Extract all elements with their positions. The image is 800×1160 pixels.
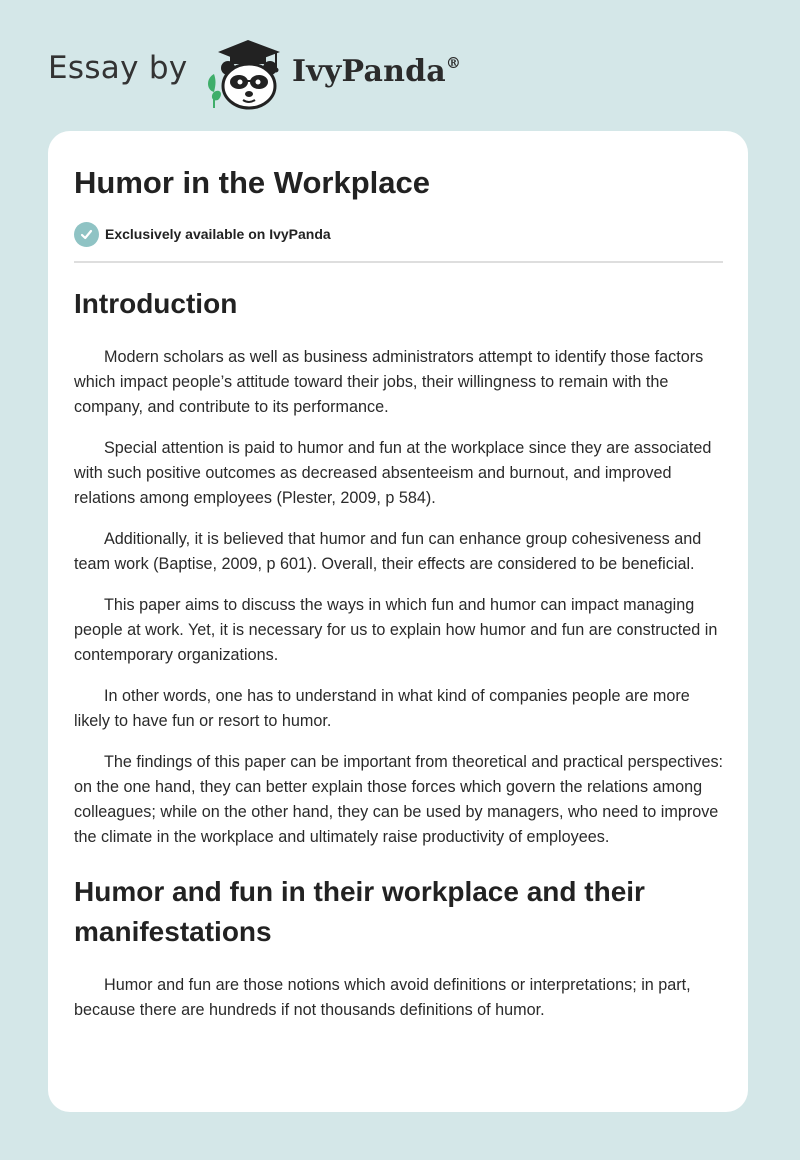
divider [74, 261, 723, 263]
panda-graduate-logo-icon[interactable] [200, 34, 290, 110]
paragraph: Humor and fun are those notions which avoid definitions or interpretations; in part, because there are hundreds if not thousands definitions of humor. [74, 976, 691, 1019]
registered-mark: ® [445, 54, 462, 72]
exclusive-label: Exclusively available on IvyPanda [105, 226, 331, 242]
paragraph: Special attention is paid to humor and fun at the workplace since they are associated with such positive outcomes as decreased absenteeism and burnout, and improved relations among employees (Plester, 2009, p 584). [74, 439, 712, 507]
leaf-icon [208, 74, 221, 108]
exclusive-badge [74, 221, 331, 247]
paragraph: Modern scholars as well as business administrators attempt to identify those factors which impact people’s attitude toward their jobs, their willingness to remain with the company, and contribute to its performance. [74, 348, 704, 416]
brand-name[interactable]: IvyPanda® [292, 54, 462, 89]
page-title: Humor in the Workplace [74, 165, 430, 200]
essay-by-label: Essay by [48, 50, 188, 86]
essay-body [74, 284, 724, 1039]
paragraph: Additionally, it is believed that humor and fun can enhance group cohesiveness and team work (Baptise, 2009, p 601). Overall, their effects are considered to be beneficial. [74, 530, 702, 573]
paragraph: The findings of this paper can be important from theoretical and practical perspectives: on the one hand, they can better explain those forces which govern the relations among colleagues; while on the other hand, they can be used by managers, who need to improve the climate in the workplace and ultimately raise productivity of employees. [74, 753, 724, 846]
check-circle-icon [74, 222, 99, 247]
paragraph: This paper aims to discuss the ways in which fun and humor can impact managing people at work. Yet, it is necessary for us to explain how humor and fun are constructed in contemporary organizations. [74, 596, 718, 664]
site-header [0, 0, 800, 130]
section-heading-humor-and-fun: Humor and fun in their workplace and their manifestations [74, 876, 645, 947]
paragraph: In other words, one has to understand in what kind of companies people are more likely to have fun or resort to humor. [74, 687, 690, 730]
essay-card [48, 131, 748, 1112]
section-heading-introduction: Introduction [74, 288, 238, 319]
